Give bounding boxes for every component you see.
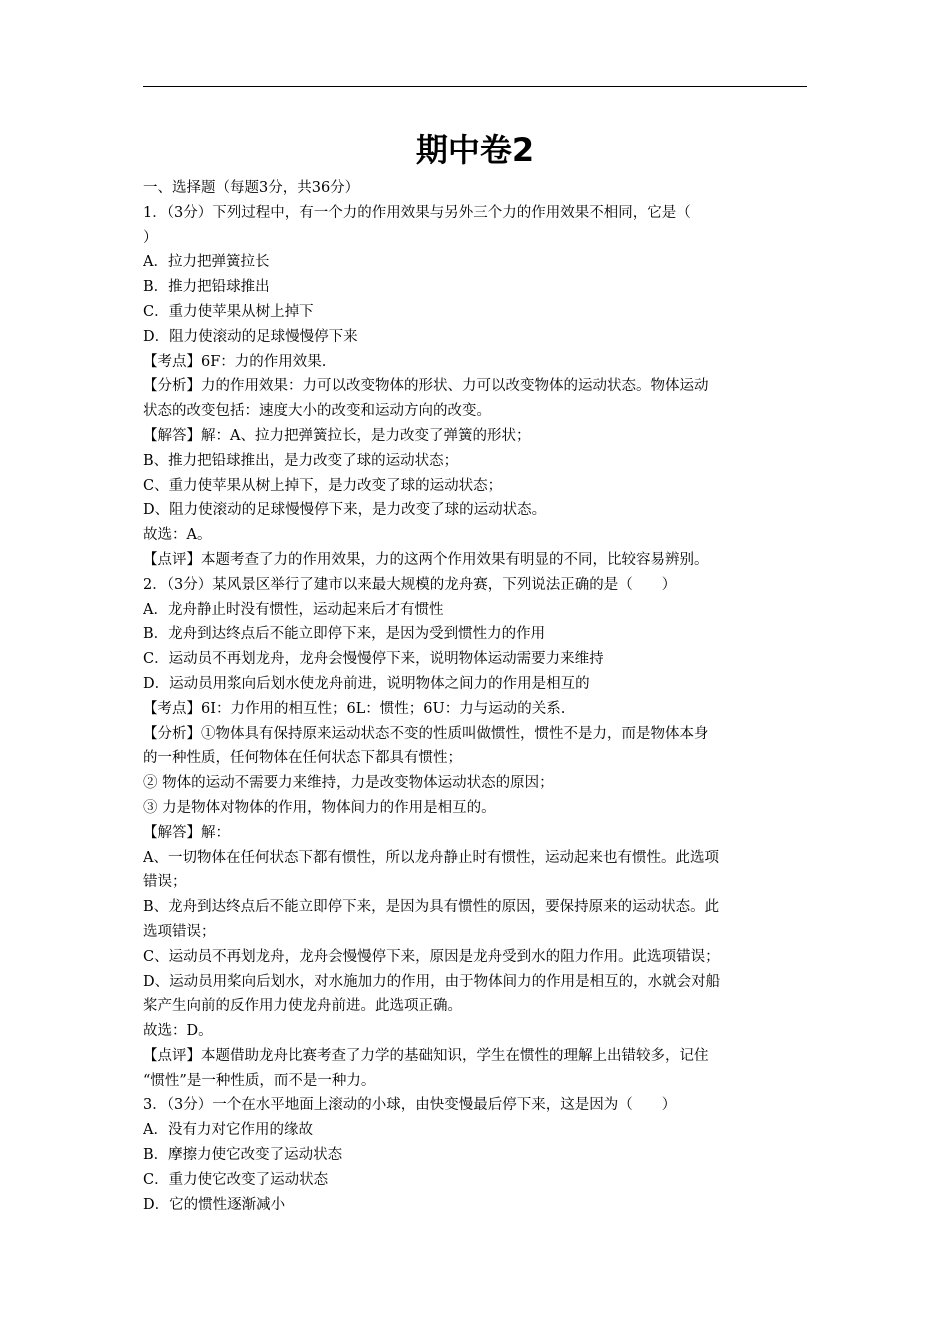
q2-option-b: B．龙舟到达终点后不能立即停下来，是因为受到惯性力的作用	[143, 626, 546, 643]
q2-jieda-a-line-1: A、一切物体在任何状态下都有惯性，所以龙舟静止时有惯性，运动起来也有惯性。此选项	[143, 849, 719, 866]
q2-fenxi-line-4: ③ 力是物体对物体的作用，物体间力的作用是相互的。	[143, 799, 496, 816]
q2-jieda-a-line-2: 错误；	[143, 874, 187, 891]
q2-dianping-line-2: “惯性”是一种性质，而不是一种力。	[143, 1072, 376, 1089]
q3-stem: 3．（3分）一个在水平地面上滚动的小球，由快变慢最后停下来，这是因为（ ）	[143, 1097, 677, 1114]
q2-stem: 2．（3分）某风景区举行了建市以来最大规模的龙舟赛，下列说法正确的是（ ）	[143, 576, 677, 593]
q1-option-a: A．拉力把弹簧拉长	[143, 254, 270, 271]
q2-jieda-d-line-2: 桨产生向前的反作用力使龙舟前进。此选项正确。	[143, 998, 462, 1015]
q1-option-b: B．推力把铅球推出	[143, 279, 270, 296]
q1-jieda-line-4: D、阻力使滚动的足球慢慢停下来，是力改变了球的运动状态。	[143, 502, 547, 519]
q1-jieda-line-1: 【解答】解：A、拉力把弹簧拉长，是力改变了弹簧的形状；	[143, 427, 531, 444]
q1-jieda-line-2: B、推力把铅球推出，是力改变了球的运动状态；	[143, 452, 459, 469]
header-rule	[143, 86, 807, 87]
q2-answer: 故选：D。	[143, 1023, 213, 1040]
q2-kaodian: 【考点】6I：力作用的相互性；6L：惯性；6U：力与运动的关系.	[143, 700, 566, 717]
section-heading: 一、选择题（每题3分，共36分）	[143, 180, 360, 196]
q1-dianping: 【点评】本题考查了力的作用效果，力的这两个作用效果有明显的不同，比较容易辨别。	[143, 551, 709, 568]
q2-jieda-b-line-2: 选项错误；	[143, 923, 216, 940]
document-body	[143, 176, 809, 1217]
q2-jieda-b-line-1: B、龙舟到达终点后不能立即停下来，是因为具有惯性的原因，要保持原来的运动状态。此	[143, 899, 720, 916]
q1-fenxi-line-2: 状态的改变包括：速度大小的改变和运动方向的改变。	[143, 403, 491, 420]
q3-option-b: B．摩擦力使它改变了运动状态	[143, 1147, 343, 1164]
q3-option-a: A．没有力对它作用的缘故	[143, 1122, 313, 1139]
q2-fenxi-line-3: ② 物体的运动不需要力来维持，力是改变物体运动状态的原因；	[143, 775, 554, 792]
q3-option-d: D．它的惯性逐渐减小	[143, 1196, 286, 1213]
q1-option-c: C．重力使苹果从树上掉下	[143, 303, 314, 320]
q2-jieda-heading: 【解答】解：	[143, 824, 230, 841]
q1-answer: 故选：A。	[143, 527, 212, 544]
q1-kaodian: 【考点】6F：力的作用效果.	[143, 353, 327, 370]
q1-stem-line-1: 1．（3分）下列过程中，有一个力的作用效果与另外三个力的作用效果不相同，它是（	[143, 204, 691, 221]
q1-option-d: D．阻力使滚动的足球慢慢停下来	[143, 328, 358, 345]
q1-fenxi-line-1: 【分析】力的作用效果：力可以改变物体的形状、力可以改变物体的运动状态。物体运动	[143, 378, 709, 395]
q2-option-c: C．运动员不再划龙舟，龙舟会慢慢停下来，说明物体运动需要力来维持	[143, 651, 604, 668]
q2-option-a: A．龙舟静止时没有惯性，运动起来后才有惯性	[143, 601, 444, 618]
q2-fenxi-line-1: 【分析】①物体具有保持原来运动状态不变的性质叫做惯性，惯性不是力，而是物体本身	[143, 725, 709, 742]
page-title: 期中卷2	[415, 131, 535, 169]
q2-jieda-d-line-1: D、运动员用桨向后划水，对水施加力的作用，由于物体间力的作用是相互的，水就会对船	[143, 973, 721, 990]
q2-dianping-line-1: 【点评】本题借助龙舟比赛考查了力学的基础知识，学生在惯性的理解上出错较多，记住	[143, 1047, 709, 1064]
q2-fenxi-line-2: 的一种性质，任何物体在任何状态下都具有惯性；	[143, 750, 462, 767]
q2-jieda-c: C、运动员不再划龙舟，龙舟会慢慢停下来，原因是龙舟受到水的阻力作用。此选项错误；	[143, 948, 720, 965]
q1-stem-line-2: ）	[143, 229, 158, 246]
q1-jieda-line-3: C、重力使苹果从树上掉下，是力改变了球的运动状态；	[143, 477, 503, 494]
q3-option-c: C．重力使它改变了运动状态	[143, 1171, 329, 1188]
q2-option-d: D．运动员用浆向后划水使龙舟前进，说明物体之间力的作用是相互的	[143, 675, 590, 692]
